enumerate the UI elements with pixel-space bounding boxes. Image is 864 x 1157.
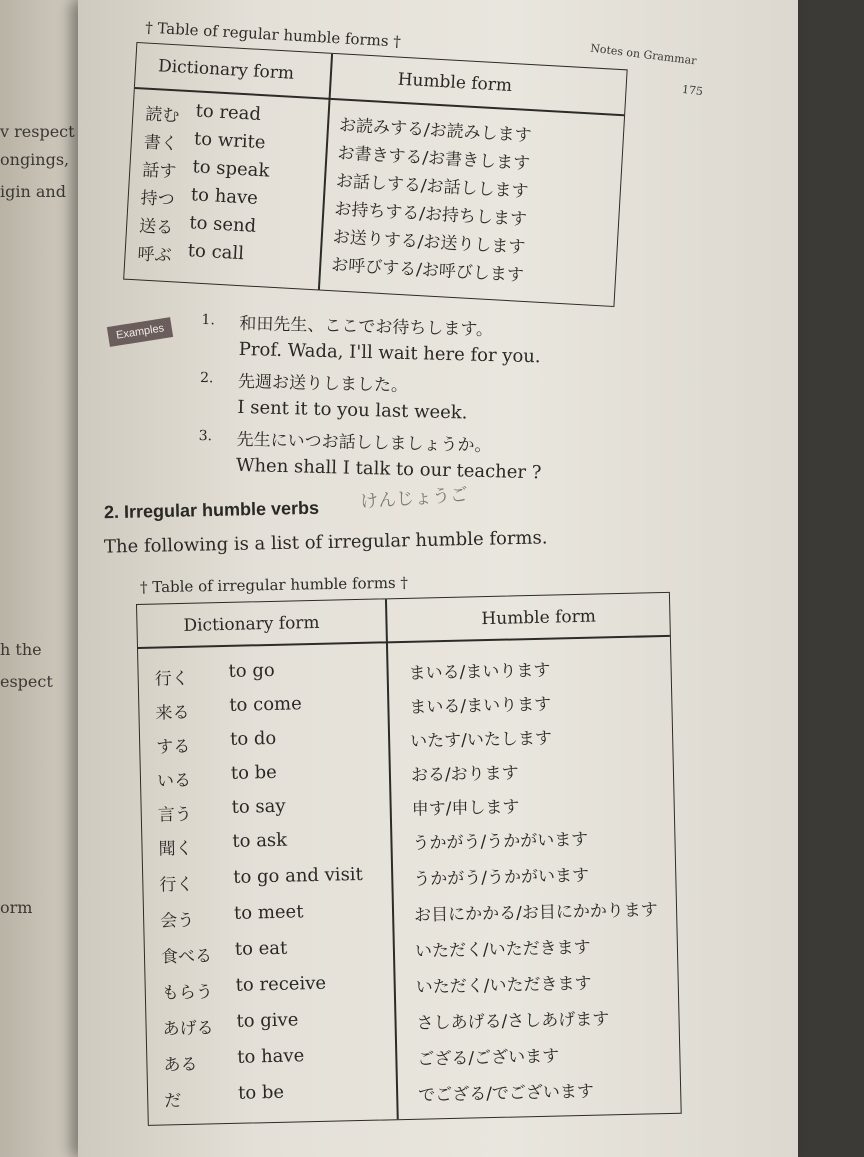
regular-header-humble: Humble form	[397, 69, 513, 96]
irregular-dict-gloss: to be	[237, 1081, 285, 1104]
example-number: 2.	[199, 369, 214, 387]
irregular-humble-form: いただく/いただきます	[414, 937, 591, 962]
irregular-header-humble: Humble form	[481, 606, 597, 630]
irregular-humble-table-block	[136, 592, 688, 1134]
regular-humble-table	[123, 42, 628, 307]
regular-humble-form: お持ちする/お持ちします	[333, 199, 528, 231]
regular-dict-verb: 話す	[141, 160, 177, 183]
irregular-humble-form: うかがう/うかがいます	[412, 829, 589, 854]
left-page-fragment: h the	[0, 640, 42, 659]
irregular-humble-form: まいる/まいります	[408, 660, 551, 684]
regular-dict-verb: 書く	[143, 132, 179, 155]
handwritten-note: けんじょうご	[359, 484, 469, 513]
example-japanese: 先週お送りしました。	[237, 371, 409, 397]
example-number: 1.	[201, 311, 216, 329]
section-intro: The following is a list of irregular humble forms.	[103, 527, 548, 558]
irregular-dict-verb: 言う	[157, 804, 193, 826]
left-page-fragment: ongings,	[0, 150, 70, 169]
irregular-header-dictionary: Dictionary form	[183, 612, 320, 636]
regular-dict-gloss: to read	[195, 100, 262, 126]
regular-dict-verb: 読む	[144, 104, 180, 127]
left-page-fragment: igin and	[0, 182, 66, 201]
irregular-dict-verb: あげる	[162, 1018, 214, 1040]
regular-dict-verb: 送る	[138, 216, 174, 239]
irregular-dict-verb: ある	[163, 1054, 198, 1076]
irregular-dict-gloss: to receive	[235, 972, 327, 996]
irregular-dict-verb: もらう	[161, 982, 214, 1004]
irregular-table-caption: † Table of irregular humble forms †	[139, 573, 409, 597]
irregular-dict-verb: 聞く	[158, 838, 193, 860]
example-english: Prof. Wada, I'll wait here for you.	[238, 338, 541, 368]
running-title: Notes on Grammar	[589, 41, 698, 68]
irregular-humble-form: でござる/でございます	[418, 1081, 595, 1106]
regular-dict-verb: 呼ぶ	[137, 244, 173, 267]
left-page-fragment: orm	[0, 898, 33, 917]
irregular-dict-verb: する	[156, 736, 191, 758]
irregular-dict-verb: 来る	[155, 702, 190, 724]
irregular-dict-gloss: to meet	[233, 901, 304, 924]
irregular-humble-form: 申す/申します	[411, 797, 520, 820]
regular-humble-form: お読みする/お読みします	[338, 115, 533, 147]
irregular-humble-form: いたす/いたします	[409, 728, 553, 752]
regular-humble-form: お呼びする/お呼びします	[330, 255, 525, 286]
irregular-humble-table	[136, 592, 682, 1126]
irregular-dict-verb: 食べる	[160, 946, 213, 968]
regular-dict-gloss: to call	[187, 240, 245, 265]
left-page-fragment: v respect	[0, 122, 75, 141]
page-number: 175	[681, 82, 704, 99]
irregular-dict-gloss: to go	[228, 659, 275, 682]
irregular-dict-gloss: to be	[230, 761, 278, 784]
irregular-dict-gloss: to ask	[232, 829, 288, 852]
irregular-dict-gloss: to go and visit	[232, 863, 364, 888]
irregular-dict-gloss: to give	[236, 1009, 299, 1032]
example-english: I sent it to you last week.	[237, 396, 468, 424]
regular-dict-gloss: to send	[188, 212, 257, 237]
left-page-fragment: espect	[0, 672, 53, 691]
irregular-dict-verb: だ	[164, 1091, 182, 1112]
irregular-dict-verb: 行く	[159, 874, 194, 896]
section-title: 2. Irregular humble verbs	[103, 497, 320, 523]
regular-dict-gloss: to have	[190, 184, 259, 209]
regular-humble-form: お書きする/お書きします	[336, 143, 531, 175]
regular-humble-form: お話しする/お話しします	[335, 171, 529, 203]
regular-humble-form: お送りする/お送りします	[332, 227, 526, 258]
irregular-humble-form: まいる/まいります	[409, 694, 552, 718]
example-english: When shall I talk to our teacher ?	[235, 454, 542, 484]
example-japanese: 先生にいつお話ししましょうか。	[236, 429, 492, 457]
regular-dict-gloss: to speak	[191, 156, 270, 182]
regular-header-dictionary: Dictionary form	[157, 56, 295, 84]
irregular-humble-form: うかがう/うかがいます	[413, 865, 590, 890]
examples-block	[198, 300, 672, 491]
irregular-humble-form: いただく/いただきます	[415, 973, 592, 998]
irregular-humble-form: さしあげる/さしあげます	[416, 1009, 610, 1034]
irregular-dict-verb: 行く	[154, 668, 189, 690]
irregular-dict-verb: いる	[156, 770, 192, 792]
regular-dict-gloss: to write	[193, 128, 267, 154]
irregular-dict-gloss: to come	[229, 693, 302, 716]
regular-dict-verb: 持つ	[140, 188, 176, 211]
irregular-dict-verb: 会う	[159, 910, 195, 932]
regular-humble-table-block	[121, 14, 637, 341]
regular-table-caption: † Table of regular humble forms †	[144, 18, 402, 51]
example-japanese: 和田先生、ここでお待ちします。	[239, 313, 494, 341]
irregular-dict-gloss: to have	[237, 1045, 305, 1068]
irregular-dict-gloss: to eat	[234, 937, 288, 960]
irregular-dict-gloss: to say	[231, 795, 286, 818]
irregular-humble-form: お目にかかる/お目にかかります	[413, 900, 659, 926]
example-number: 3.	[198, 427, 213, 445]
irregular-humble-form: ござる/ございます	[417, 1046, 560, 1070]
irregular-dict-gloss: to do	[229, 727, 277, 750]
irregular-humble-form: おる/おります	[410, 763, 519, 786]
book-page	[78, 0, 798, 1157]
examples-tag: Examples	[107, 317, 174, 347]
